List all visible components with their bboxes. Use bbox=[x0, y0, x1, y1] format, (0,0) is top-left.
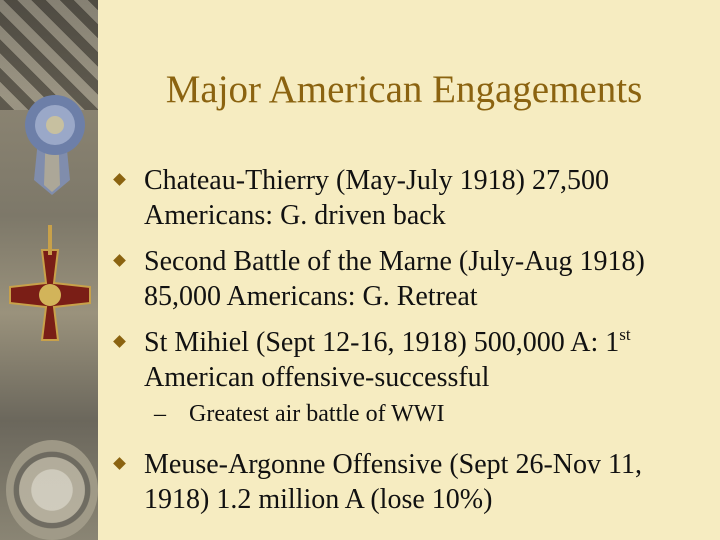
bullet-item bbox=[112, 244, 710, 314]
dash-marker: – bbox=[154, 401, 166, 427]
bullet-item bbox=[112, 447, 710, 517]
bullet-item bbox=[112, 325, 710, 395]
sub-bullet-item bbox=[144, 399, 710, 429]
diamond-bullet-icon bbox=[113, 173, 126, 186]
bullet-text-part: American offensive-successful bbox=[144, 362, 490, 393]
compass-image bbox=[6, 440, 98, 540]
bullet-list bbox=[112, 163, 710, 517]
diamond-bullet-icon bbox=[113, 254, 126, 267]
bullet-item bbox=[112, 163, 710, 233]
decorative-photo-strip bbox=[0, 0, 98, 540]
bullet-text: Meuse-Argonne Offensive (Sept 26-Nov 11, 1918) 1.2 million A (lose 10%) bbox=[144, 449, 642, 515]
diamond-bullet-icon bbox=[113, 457, 126, 470]
superscript: st bbox=[619, 325, 631, 344]
bullet-text: Second Battle of the Marne (July-Aug 1918) 85,000 Americans: G. Retreat bbox=[144, 246, 645, 312]
slide-title: Major American Engagements bbox=[165, 68, 643, 111]
bullet-text: Chateau-Thierry (May-July 1918) 27,500 Americans: G. driven back bbox=[144, 165, 609, 231]
diamond-bullet-icon bbox=[113, 335, 126, 348]
sub-bullet-text: Greatest air battle of WWI bbox=[189, 401, 445, 427]
bullet-text-part: St Mihiel (Sept 12-16, 1918) 500,000 A: 1 bbox=[144, 327, 620, 358]
